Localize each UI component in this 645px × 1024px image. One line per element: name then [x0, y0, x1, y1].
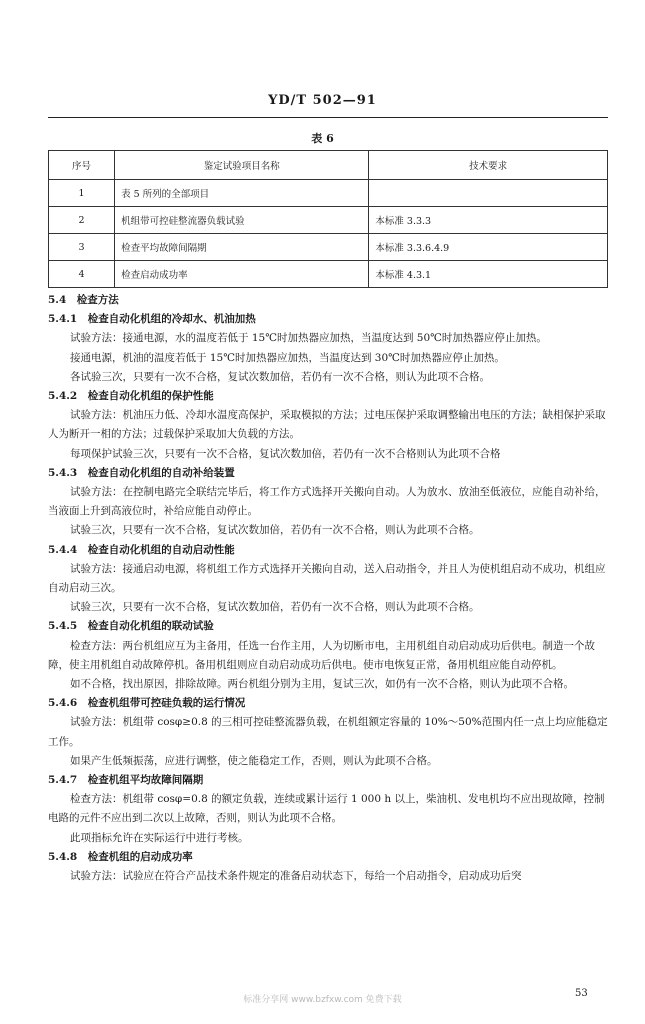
test-items-table: [48, 150, 608, 288]
table-cell: 检查平均故障间隔期: [115, 234, 369, 261]
paragraph: 试验方法：机组带 cosφ≥0.8 的三相可控硅整流器负载，在机组额定容量的 10%～50%范围内任一点上均应能稳定工作。: [48, 716, 608, 748]
paragraph: 试验方法：接通启动电源，将机组工作方式选择开关搬向自动，送入启动指令，并且人为使机组启动不成功，机组应自动启动三次。: [48, 562, 606, 595]
section-heading: 5.4.8 检查机组的启动成功率: [48, 850, 193, 863]
table-cell: 检查启动成功率: [115, 261, 369, 288]
table-title: 表 6: [311, 132, 334, 145]
paragraph: 检查方法：机组带 cosφ=0.8 的额定负载，连续或累计运行 1 000 h 以上，柴油机、发电机均不应出现故障，控制电路的元件不应出到二次以上故障，否则，则认为此项不合格。: [48, 793, 605, 825]
table-cell: 2: [49, 207, 115, 234]
table-cell: 本标准 4.3.1: [369, 261, 608, 288]
paragraph: 试验三次，只要有一次不合格，复试次数加倍，若仍有一次不合格，则认为此项不合格。: [70, 524, 480, 537]
section-heading: 5.4.3 检查自动化机组的自动补给装置: [48, 466, 235, 479]
paragraph: 各试验三次，只要有一次不合格，复试次数加倍，若仍有一次不合格，则认为此项不合格。: [70, 370, 490, 383]
paragraph: 试验方法：机油压力低、冷却水温度高保护，采取模拟的方法；过电压保护采取调整输出电压的方法；缺相保护采取人为断开一相的方法；过载保护采取加大负载的方法。: [48, 409, 606, 441]
paragraph: 每项保护试验三次，只要有一次不合格，复试次数加倍，若仍有一次不合格则认为此项不合格: [70, 447, 501, 460]
section-heading: 5.4.2 检查自动化机组的保护性能: [48, 390, 214, 403]
document-body: [48, 291, 610, 886]
section-heading: 5.4 检查方法: [48, 294, 119, 306]
section-heading: 5.4.5 检查自动化机组的联动试验: [48, 620, 214, 633]
paragraph: 试验方法：接通电源，水的温度若低于 15℃时加热器应加热，当温度达到 50℃时加热器应停止加热。: [70, 332, 547, 345]
watermark: 标准分享网 www.bzfxw.com 免费下载: [243, 995, 402, 1005]
paragraph: 如不合格，找出原因，排除故障。两台机组分别为主用，复试三次，如仍有一次不合格，则认为此项不合格。: [70, 678, 574, 691]
column-header: 技术要求: [369, 151, 608, 180]
section-heading: 5.4.4 检查自动化机组的自动启动性能: [48, 543, 235, 556]
table-cell: 4: [49, 261, 115, 288]
table-cell: 3: [49, 234, 115, 261]
table-cell: 本标准 3.3.6.4.9: [369, 234, 608, 261]
column-header: 鉴定试验项目名称: [115, 151, 369, 180]
column-header: 序号: [49, 151, 115, 180]
paragraph: 如果产生低频振荡，应进行调整，使之能稳定工作，否则，则认为此项不合格。: [70, 754, 438, 767]
section-heading: 5.4.7 检查机组平均故障间隔期: [48, 774, 204, 787]
table-row: [49, 234, 608, 261]
paragraph: 此项指标允许在实际运行中进行考核。: [70, 831, 249, 844]
table-row: [49, 180, 608, 207]
standard-code-header: YD/T 502—91: [268, 93, 377, 108]
paragraph: 试验方法：试验应在符合产品技术条件规定的准备启动状态下，每给一个启动指令，启动成功后突: [70, 870, 522, 883]
header-rule: [48, 117, 608, 118]
section-heading: 5.4.6 检查机组带可控硅负载的运行情况: [48, 697, 246, 710]
table-row: [49, 207, 608, 234]
table-cell: 表 5 所列的全部项目: [115, 180, 369, 207]
section-heading: 5.4.1 检查自动化机组的冷却水、机油加热: [48, 313, 256, 326]
table-header-row: [49, 151, 608, 180]
table-cell: 本标准 3.3.3: [369, 207, 608, 234]
table-cell: 机组带可控硅整流器负载试验: [115, 207, 369, 234]
paragraph: 试验方法：在控制电路完全联结完毕后，将工作方式选择开关搬向自动。人为放水、放油至低液位，应能自动补给，当液面上升到高液位时，补给应能自动停止。: [48, 486, 606, 518]
page-number: 53: [575, 988, 588, 999]
table-row: [49, 261, 608, 288]
paragraph: 试验三次，只要有一次不合格，复试次数加倍，若仍有一次不合格，则认为此项不合格。: [70, 601, 480, 614]
table-cell: [369, 180, 608, 207]
paragraph: 检查方法：两台机组应互为主备用，任选一台作主用，人为切断市电，主用机组自动启动成功后供电。制造一个故障，使主用机组自动故障停机。备用机组则应自动启动成功后供电。使市电恢复正常，备用机组应能自动停机。: [48, 639, 595, 671]
paragraph: 接通电源，机油的温度若低于 15℃时加热器应加热，当温度达到 30℃时加热器应停止加热。: [70, 351, 505, 364]
table-cell: 1: [49, 180, 115, 207]
